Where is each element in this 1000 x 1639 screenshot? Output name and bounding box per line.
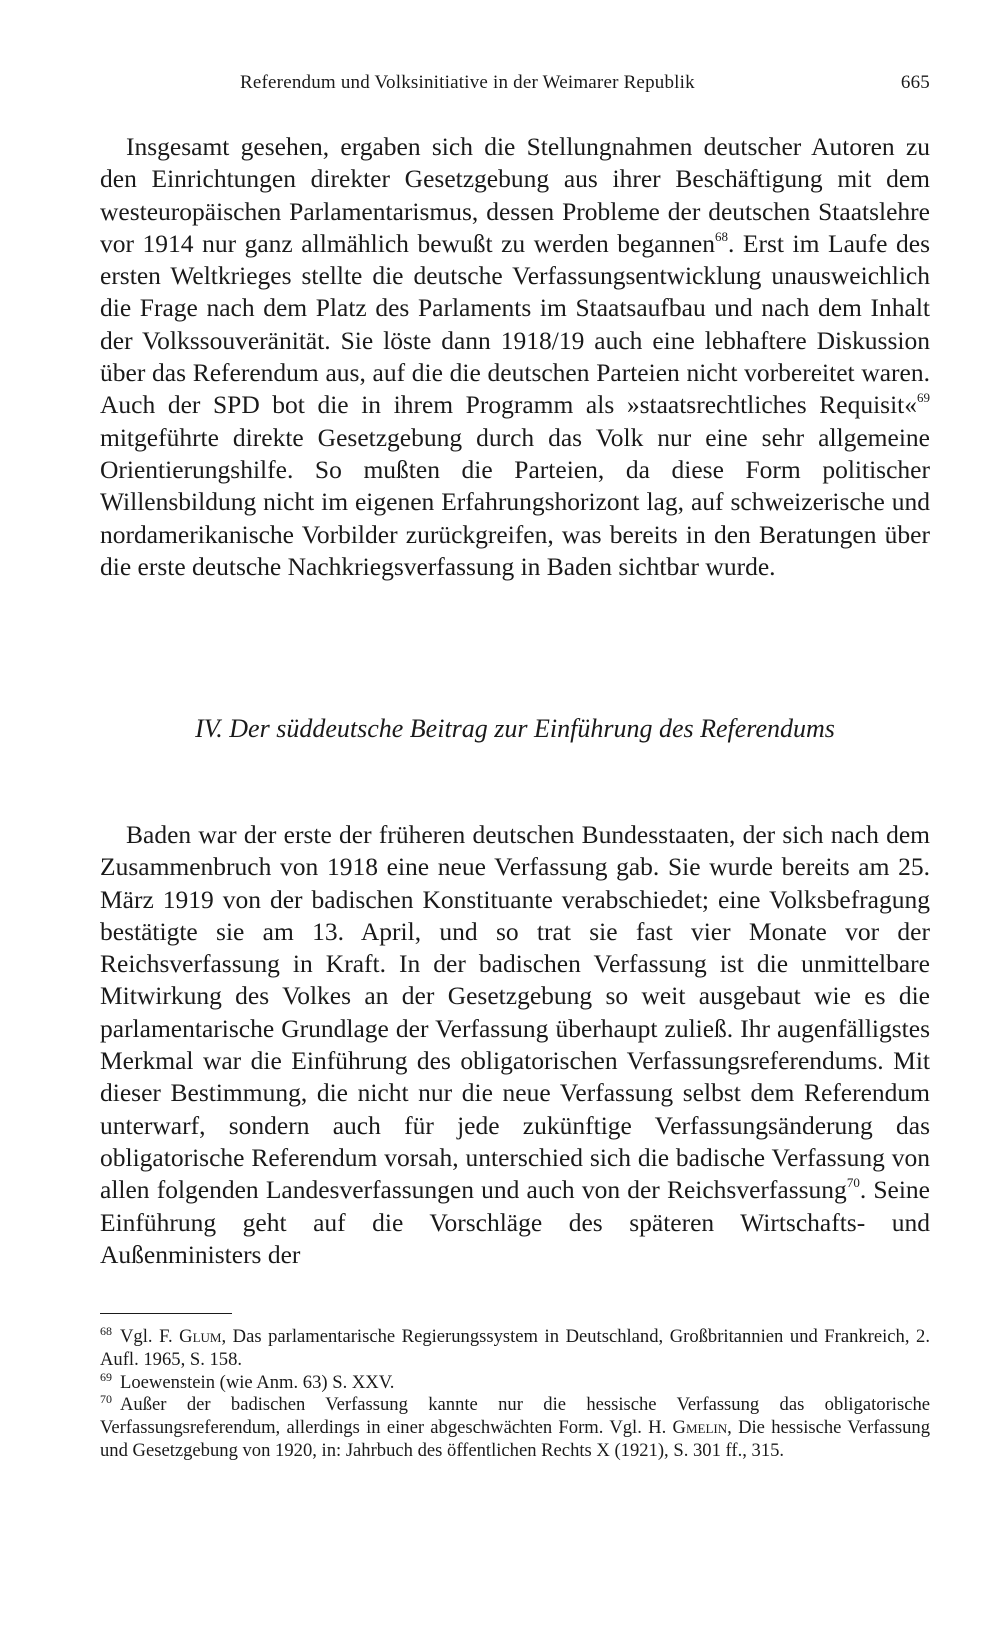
body-paragraph-2 [100,819,930,1271]
footnote-ref-69: 69 [917,390,930,406]
footnote-number: 70 [100,1392,112,1407]
page-number: 665 [900,72,930,93]
footnote-68 [100,1326,930,1372]
footnote-text: , Die hessische Verfassung und Gesetzgebung von 1920, in: Jahrbuch des öffentlichen Rechts X (1921), S. 301 ff., 315. [100,1417,931,1461]
footnote-69 [100,1369,930,1395]
footnote-author: Glum [179,1326,222,1347]
footnote-70 [100,1394,930,1462]
footnote-number: 69 [100,1369,112,1384]
footnote-divider [100,1313,232,1314]
footnote-text: Loewenstein (wie Anm. 63) S. XXV. [120,1371,395,1393]
footnote-text: Außer der badischen Verfassung kannte nur die hessische Verfassung das obligatorische Verfassungsreferendum, allerdings in einer abgeschwächten Form. Vgl. H. [100,1394,930,1439]
footnote-text: , Das parlamentarische Regierungssystem in Deutschland, Großbritannien und Frankreich, 2. Aufl. 1965, S. 158. [100,1326,930,1370]
paragraph-1-text-3: mitgeführte direkte Gesetzgebung durch das Volk nur eine sehr allgemeine Orientierungshilfe. So mußten die Parteien, da diese Form politischer Willensbildung nicht im eigenen Erfahrungshorizont lag, auf schweizerische und nordamerikanische Vorbilder zurückgreifen, was bereits in den Beratungen über die erste deutsche Nachkriegsverfassung in Baden sichtbar wurde. [100,422,930,581]
paragraph-1-text-1: Insgesamt gesehen, ergaben sich die Stellungnahmen deutscher Autoren zu den Einrichtungen direkter Gesetzgebung aus ihrer Beschäftigung mit dem westeuropäischen Parlamentarismus, dessen Probleme der deutschen Staatslehre vor 1914 nur ganz allmählich bewußt zu werden begannen [100,132,930,258]
footnote-ref-70: 70 [846,1175,860,1191]
body-paragraph-1 [100,131,930,583]
footnote-text: Vgl. F. [120,1326,180,1347]
running-head-title: Referendum und Volksinitiative in der Weimarer Republik [240,72,695,93]
footnote-author: Gmelin [672,1417,728,1439]
paragraph-1-text-2: . Erst im Laufe des ersten Weltkrieges stellte die deutsche Verfassungsentwicklung unausweichlich die Frage nach dem Platz des Parlaments im Staatsaufbau und nach dem Inhalt der Volkssouveränität. Sie löste dann 1918/19 auch eine lebhaftere Diskussion über das Referendum aus, auf die die deutschen Parteien nicht vorbereitet waren. Auch der SPD bot die in ihrem Programm als »staatsrechtliches Requisit« [100,228,930,420]
footnote-number: 68 [100,1324,112,1338]
footnotes [100,1326,930,1463]
section-heading: IV. Der süddeutsche Beitrag zur Einführung des Referendums [195,714,835,743]
paragraph-2-text-2: . Seine Einführung geht auf die Vorschläge des späteren Wirtschafts- und Außenministers der [100,1175,930,1269]
paragraph-2-text-1: Baden war der erste der früheren deutschen Bundesstaaten, der sich nach dem Zusammenbruch von 1918 eine neue Verfassung gab. Sie wurde bereits am 25. März 1919 von der badischen Konstituante verabschiedet; eine Volksbefragung bestätigte sie am 13. April, und so trat sie fast vier Monate vor der Reichsverfassung in Kraft. In der badischen Verfassung ist die unmittelbare Mitwirkung des Volkes an der Gesetzgebung so weit ausgebaut wie es die parlamentarische Grundlage der Verfassung überhaupt zuließ. Ihr augenfälligstes Merkmal war die Einführung des obligatorischen Verfassungsreferendums. Mit dieser Bestimmung, die nicht nur die neue Verfassung selbst dem Referendum unterwarf, sondern auch für jede zukünftige Verfassungsänderung das obligatorische Referendum vorsah, unterschied sich die badische Verfassung von allen folgenden Landesverfassungen und auch von der Reichsverfassung [100,820,930,1205]
footnote-ref-68: 68 [715,228,728,244]
running-head [240,72,930,94]
